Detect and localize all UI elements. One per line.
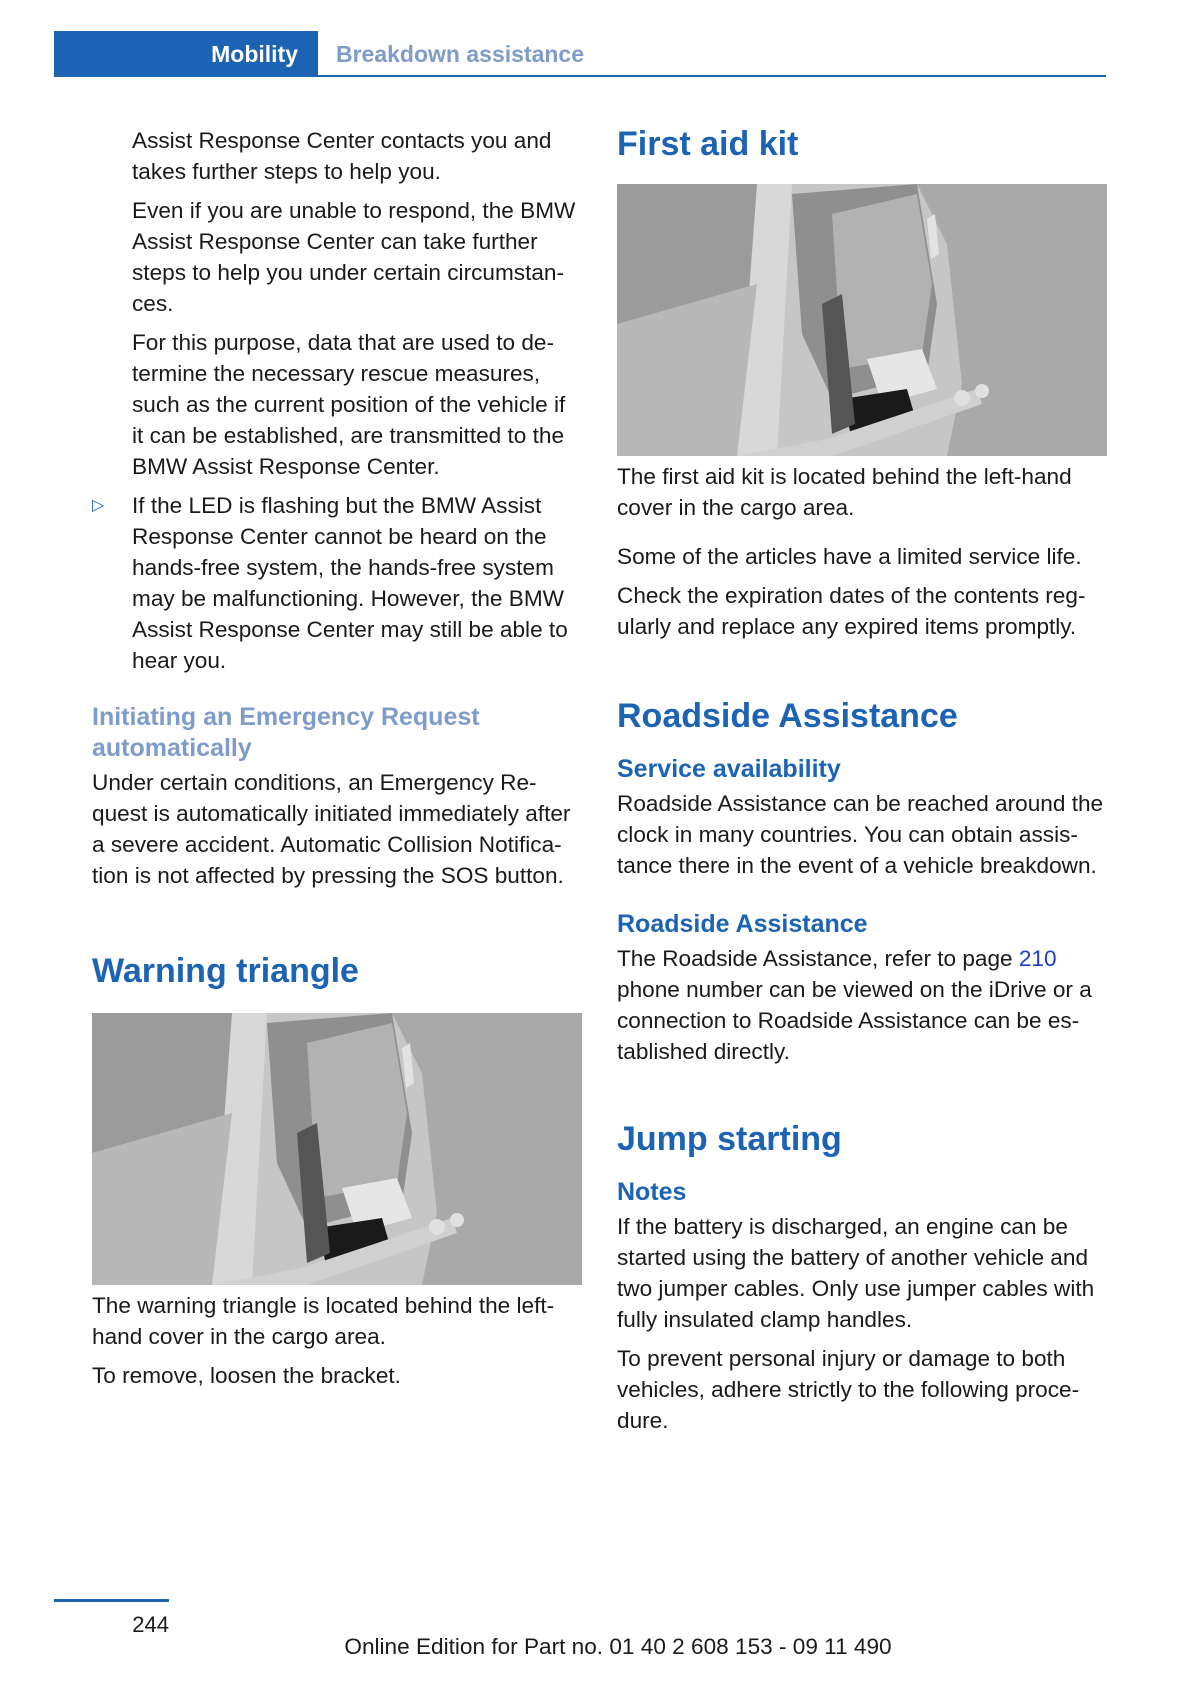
paragraph-unable-respond: Even if you are unable to respond, the BMW Assist Response Center can take further steps to help you under certain circumstan-ces. (132, 198, 576, 316)
paragraph-roadside-phone (617, 943, 1107, 1067)
right-column (617, 124, 1107, 1436)
paragraph-emergency-request: Under certain conditions, an Emergency Re-quest is automatically initiated immediately after a severe accident. Automatic Collision Notifica-tion is not affected by pressing the SOS button. (92, 770, 571, 888)
heading-warning-triangle: Warning triangle (92, 952, 359, 990)
heading-service-availability: Service availability (617, 755, 841, 783)
footer-rule (54, 1599, 169, 1602)
left-column (92, 125, 582, 1391)
bullet-led-text: If the LED is flashing but the BMW Assist Response Center cannot be heard on the hands-free system, the hands-free system may be malfunctioning. However, the BMW Assist Response Center may still be able to hear you. (132, 493, 568, 673)
heading-emergency-request: Initiating an Emergency Request automatically (92, 703, 480, 762)
subsection-title: Breakdown assistance (336, 40, 585, 67)
paragraph-assist-contacts: Assist Response Center contacts you and takes further steps to help you. (132, 128, 552, 184)
bullet-led-flashing (92, 490, 582, 676)
paragraph-service-availability: Roadside Assistance can be reached around the clock in many countries. You can obtain assis-tance there in the event of a vehicle breakdown. (617, 791, 1104, 878)
heading-roadside-assistance: Roadside Assistance (617, 697, 958, 735)
paragraph-data-transmitted: For this purpose, data that are used to de-termine the necessary rescue measures, such as the current position of the vehicle if it can be established, are transmitted to the BMW Assist Response Center. (132, 330, 566, 479)
page-number: 244 (132, 1612, 169, 1637)
cargo-area-drawing (92, 1013, 582, 1285)
page-header (54, 31, 1106, 77)
heading-jump-starting: Jump starting (617, 1120, 842, 1158)
section-tab: Mobility (54, 31, 318, 77)
header-rule (54, 75, 1106, 77)
bullet-arrow-icon: ▷ (92, 497, 105, 514)
warning-triangle-illustration (92, 1013, 582, 1285)
paragraph-expiration: Check the expiration dates of the contents reg-ularly and replace any expired items promptly. (617, 583, 1086, 639)
roadside-text-end: phone number can be viewed on the iDrive or a connection to Roadside Assistance can be es-tablished directly. (617, 977, 1092, 1064)
paragraph-service-life: Some of the articles have a limited service life. (617, 544, 1082, 569)
page-reference-link[interactable]: 210 (1018, 946, 1057, 971)
heading-notes: Notes (617, 1178, 687, 1206)
paragraph-warning-location: The warning triangle is located behind the left-hand cover in the cargo area. (92, 1293, 555, 1349)
paragraph-first-aid-location: The first aid kit is located behind the left-hand cover in the cargo area. (617, 464, 1072, 520)
paragraph-prevent-injury: To prevent personal injury or damage to both vehicles, adhere strictly to the following proce-dure. (617, 1346, 1080, 1433)
edition-line: Online Edition for Part no. 01 40 2 608 153 - 09 11 490 (344, 1634, 892, 1659)
paragraph-warning-remove: To remove, loosen the bracket. (92, 1363, 401, 1388)
heading-first-aid-kit: First aid kit (617, 125, 799, 163)
heading-roadside-sub: Roadside Assistance (617, 910, 868, 938)
cargo-area-drawing (617, 184, 1107, 456)
paragraph-battery-discharged: If the battery is discharged, an engine can be started using the battery of another vehicle and two jumper cables. Only use jumper cables with fully insulated clamp handles. (617, 1214, 1095, 1332)
roadside-text-start: The Roadside Assistance, refer to page (617, 946, 1019, 971)
first-aid-kit-illustration (617, 184, 1107, 456)
